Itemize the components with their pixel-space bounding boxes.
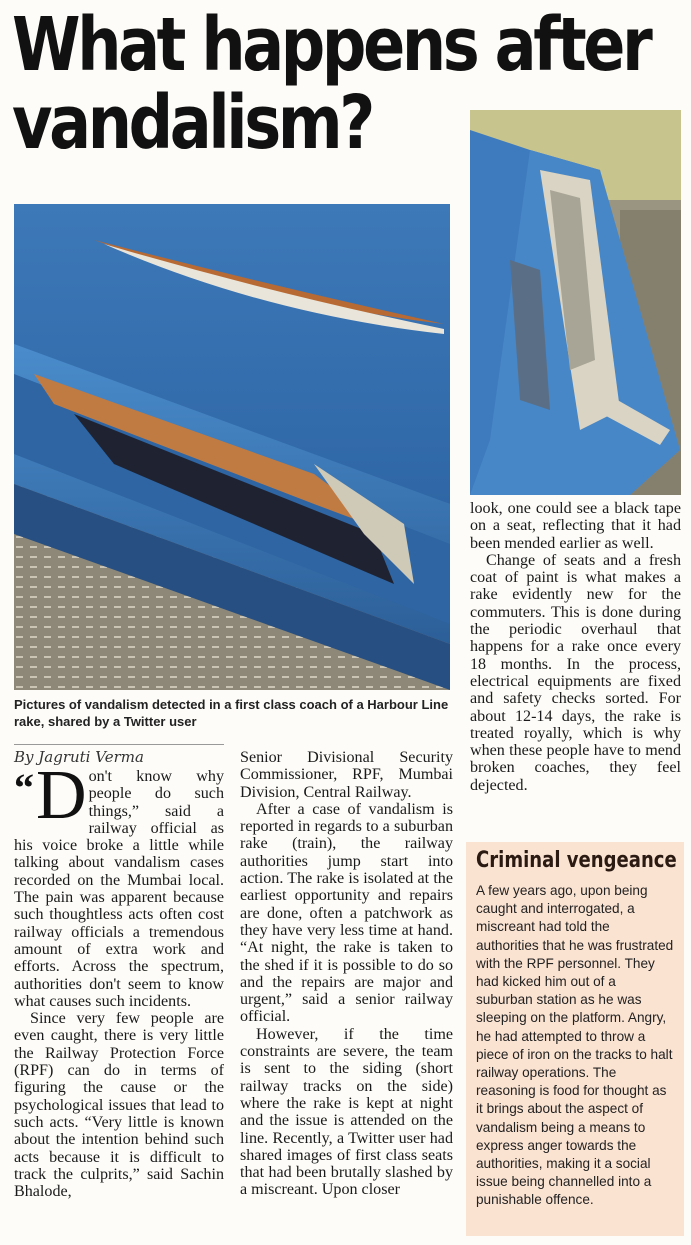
article-paragraph: look, one could see a black tape on a seat, reflecting that it had been mended earlier as well. — [470, 500, 681, 552]
sidebar-title: Criminal vengeance — [476, 848, 677, 873]
opening-quote-mark: “ — [14, 765, 34, 810]
sidebar-text: A few years ago, upon being caught and interrogated, a miscreant had told the authorities that he was frustrated with the RPF personnel. They had kicked him out of a suburban station as he was sleeping on the platform. Angry, he had attempted to throw a piece of iron on the tracks to halt railway operations. The reasoning is food for thought as it brings about the aspect of vandalism being a means to express anger towards the authorities, making it a social issue being channelled into a punishable offence. — [476, 883, 674, 1208]
article-paragraph: Change of seats and a fresh coat of paint is what makes a rake evidently new for the commuters. This is done during the periodic overhaul that happens for a rake once every 18 months. In the process, electrical equipments are fixed and safety checks sorted. For about 12-14 days, the rake is treated royally, which is why when these people have to mend broken coaches, they feel dejected. — [470, 551, 681, 794]
headline — [12, 2, 650, 166]
article-column-3 — [470, 500, 681, 794]
vandalized-seat-photo-side — [470, 110, 681, 495]
sidebar-box — [466, 842, 684, 1236]
byline-divider — [14, 744, 224, 745]
article-paragraph: After a case of vandalism is reported in regards to a suburban rake (train), the railway authorities jump start into action. The rake is isolated at the earliest opportunity and repairs are done, often a patchwork as they have very less time at hand. “At night, the rake is taken to the shed if it is possible to do so and the repairs are major and urgent,” said a senior railway official. — [240, 800, 453, 1026]
vandalized-seat-photo-main — [14, 204, 450, 690]
article-column-2 — [240, 749, 453, 1199]
lead-text: on't know why people do such things,” said a railway official as his voice broke a little while talking about vandalism cases recorded on the Mumbai local. The pain was apparent because such thoughtless acts often cost railway officials a tremendous amount of extra work and efforts. Across the spectrum, authorities don't seem to know what causes such incidents. — [14, 768, 224, 1010]
article-paragraph: Since very few people are even caught, there is very little the Railway Protection Force (RPF) can do in terms of figuring the cause or the psychological issues that lead to such acts. “Very little is known about the intention behind such acts because it is difficult to track the culprits,” said Sachin Bhalode, — [14, 1010, 224, 1201]
headline-line-2: vandalism? — [12, 80, 373, 166]
headline-line-1: What happens after — [12, 2, 650, 88]
photo-caption: Pictures of vandalism detected in a first class coach of a Harbour Line rake, shared by a Twitter user — [14, 697, 449, 729]
article-paragraph: Senior Divisional Security Commissioner, RPF, Mumbai Division, Central Railway. — [240, 749, 453, 801]
article-paragraph: However, if the time constraints are severe, the team is sent to the siding (short railway tracks on the side) where the rake is kept at night and the issue is attended on the line. Recently, a Twitter user had shared images of first class seats that had been brutally slashed by a miscreant. Upon closer — [240, 1025, 453, 1199]
drop-cap: D — [36, 757, 87, 834]
byline: By Jagruti Verma — [14, 748, 144, 766]
